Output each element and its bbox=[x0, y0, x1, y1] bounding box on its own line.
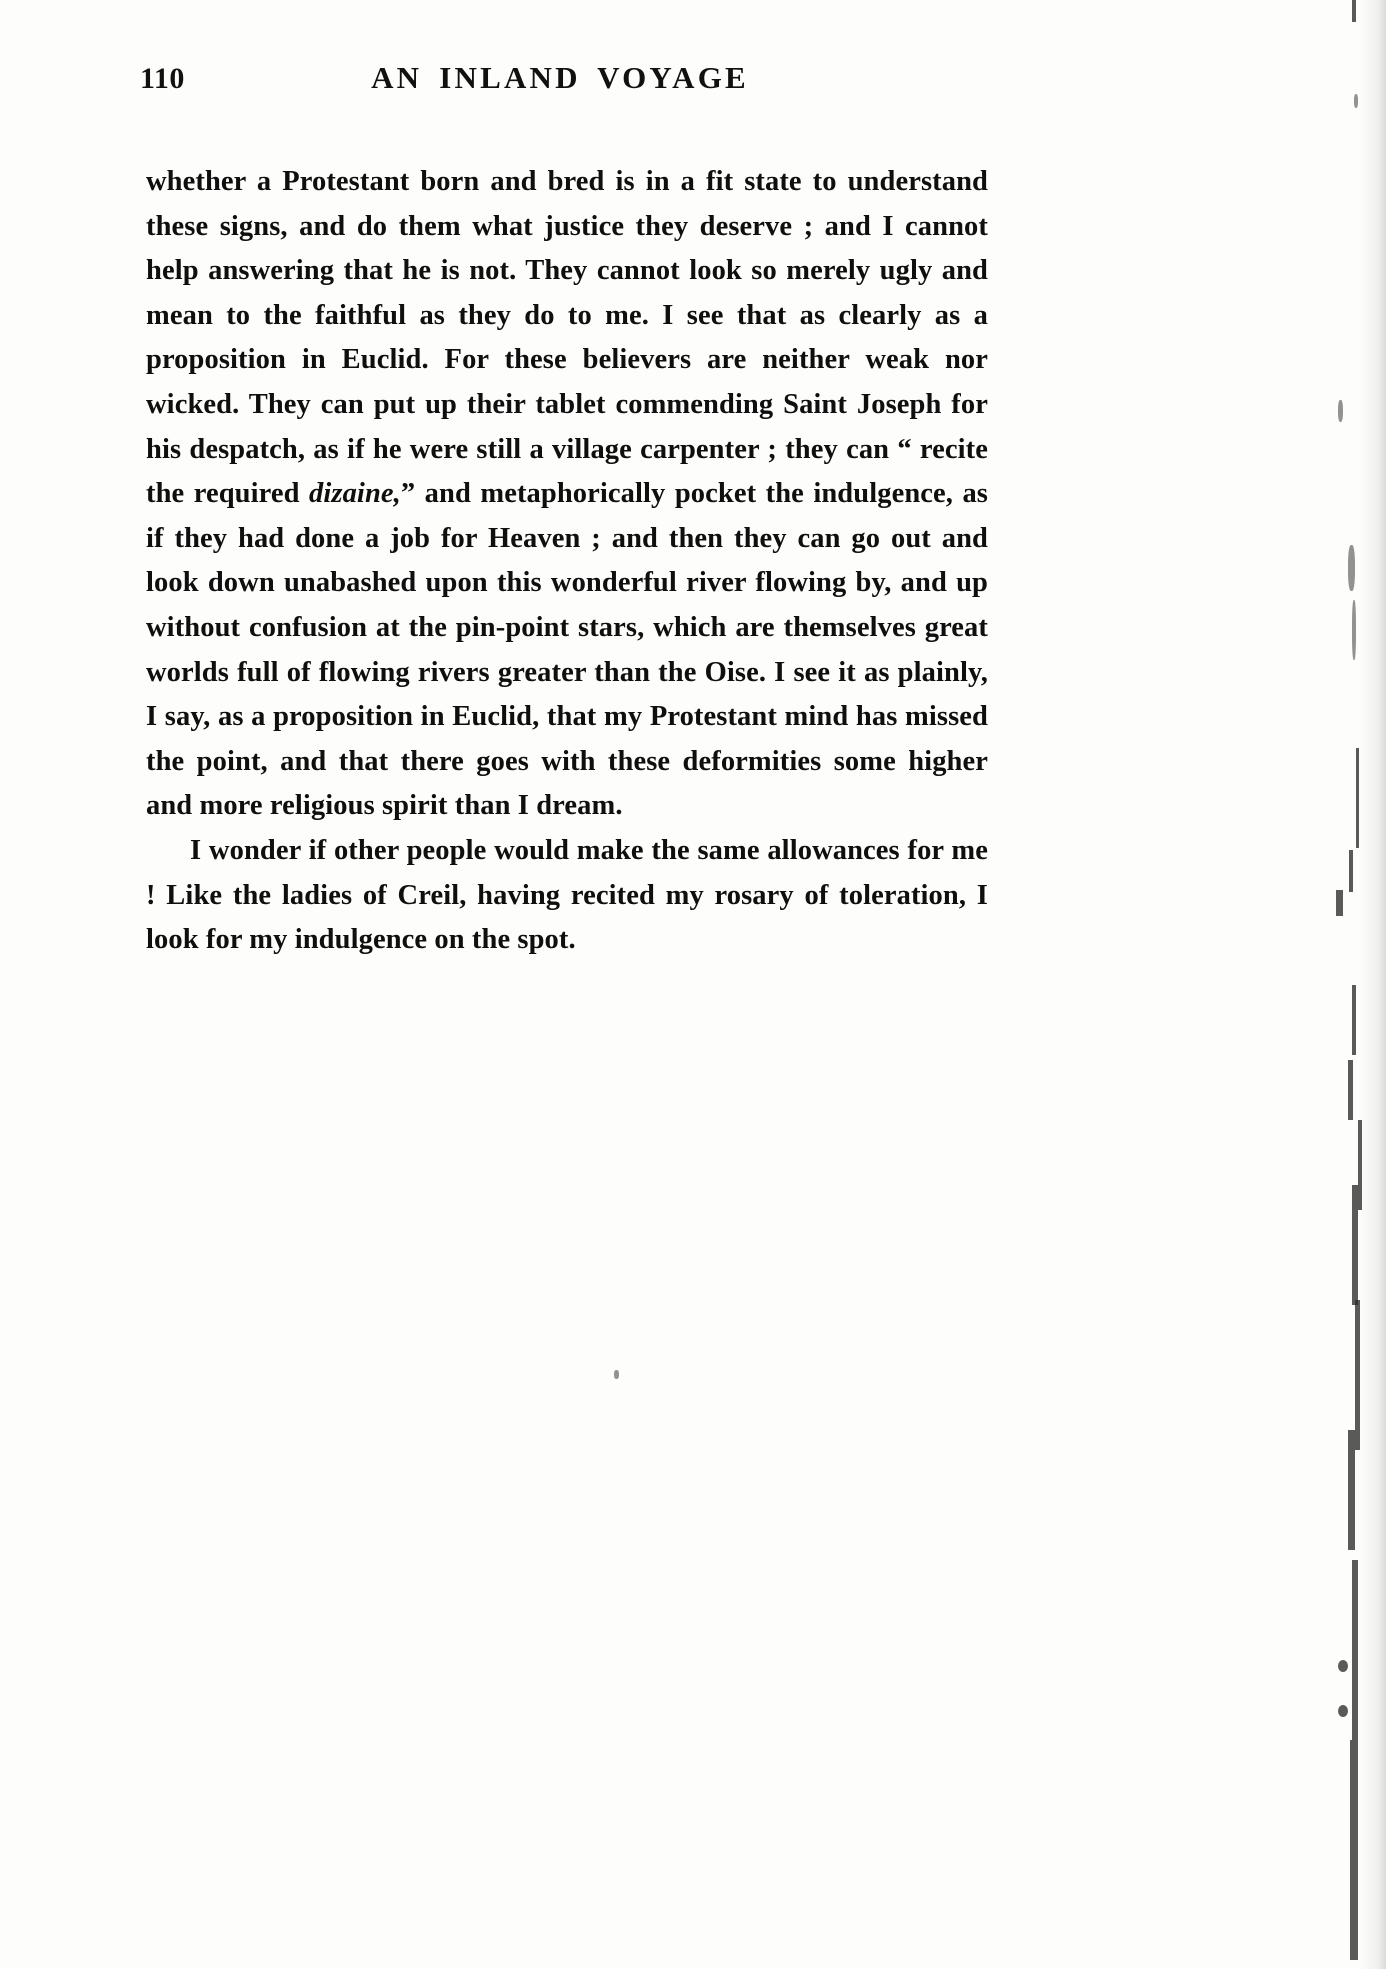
edge-mark bbox=[1338, 1705, 1348, 1717]
edge-speck bbox=[1352, 600, 1356, 660]
paragraph-1-italic-word: dizaine, bbox=[309, 478, 401, 510]
edge-mark bbox=[1336, 890, 1343, 916]
page-speck bbox=[614, 1370, 619, 1379]
paragraph-1 bbox=[146, 160, 988, 829]
edge-mark bbox=[1358, 1120, 1362, 1210]
edge-mark bbox=[1349, 850, 1353, 892]
edge-mark bbox=[1338, 1660, 1348, 1672]
edge-mark bbox=[1352, 985, 1356, 1055]
edge-mark bbox=[1348, 1060, 1353, 1120]
edge-mark bbox=[1352, 1560, 1358, 1740]
edge-mark bbox=[1356, 748, 1359, 848]
book-title: AN INLAND VOYAGE bbox=[371, 60, 749, 95]
running-head bbox=[140, 60, 980, 108]
page-gutter-shadow bbox=[1360, 0, 1386, 1969]
edge-speck bbox=[1348, 545, 1355, 591]
page-number: 110 bbox=[140, 62, 185, 95]
paragraph-1-part-a: whether a Protestant born and bred is in a fit state to understand these signs, and do them what justice they deserve ; and I cannot help answering that he is not. They cannot look so merely ugly and mean to the faithful as they do to me. I see that as clearly as a proposition in Euclid. For these believers are neither weak nor wicked. They can put up their tablet commending Saint Joseph for his despatch, as if he were still a village carpenter ; they can “ recite the required bbox=[146, 166, 988, 510]
paragraph-1-part-b: ” and metaphorically pocket the indulgence, as if they had done a job for Heaven ; and then they can go out and look down unabashed upon this wonderful river flowing by, and up without confusion at the pin-point stars, which are themselves great worlds full of flowing rivers greater than the Oise. I see it as plainly, I say, as a proposition in Euclid, that my Protestant mind has missed the point, and that there goes with these deformities some higher and more religious spirit than I dream. bbox=[146, 478, 988, 822]
edge-speck bbox=[1338, 400, 1343, 422]
edge-speck bbox=[1354, 94, 1358, 108]
edge-mark bbox=[1352, 1185, 1358, 1305]
body-text bbox=[146, 160, 988, 963]
edge-mark bbox=[1355, 1300, 1360, 1450]
edge-mark bbox=[1352, 0, 1356, 22]
edge-mark bbox=[1348, 1430, 1355, 1550]
paragraph-2: I wonder if other people would make the same allowances for me ! Like the ladies of Creil, having recited my rosary of toleration, I look for my indulgence on the spot. bbox=[146, 834, 988, 956]
edge-mark bbox=[1350, 1740, 1358, 1960]
